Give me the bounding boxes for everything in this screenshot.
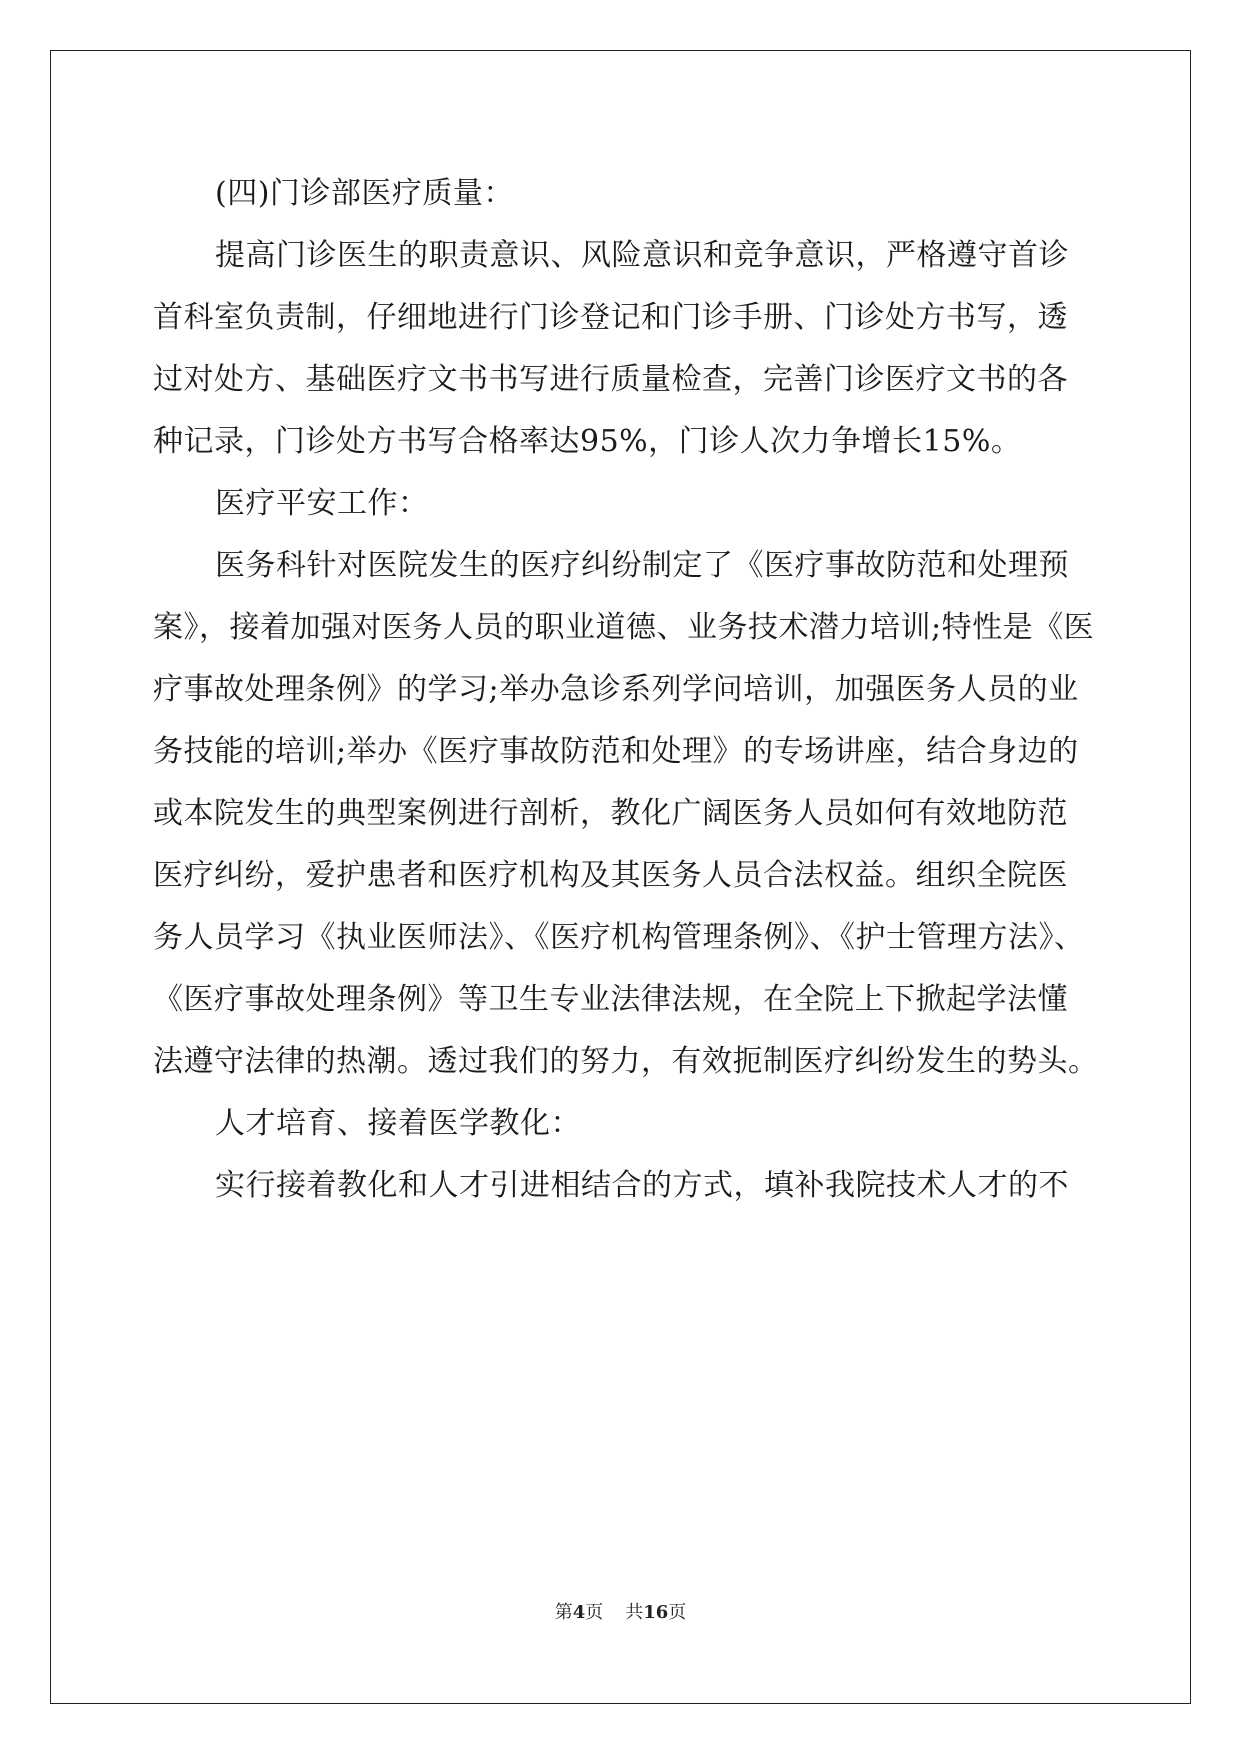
text-line: 或本院发生的典型案例进行剖析，教化广阔医务人员如何有效地防范 <box>153 796 1068 831</box>
footer-total-suffix: 页 <box>668 1602 687 1623</box>
text-line: 医务科针对医院发生的医疗纠纷制定了《医疗事故防范和处理预 <box>215 548 1069 583</box>
text-line: 疗事故处理条例》的学习;举办急诊系列学问培训，加强医务人员的业 <box>153 672 1079 707</box>
text-line: 《医疗事故处理条例》等卫生专业法律法规，在全院上下掀起学法懂 <box>153 982 1068 1017</box>
text-line: 务人员学习《执业医师法》、《医疗机构管理条例》、《护士管理方法》、 <box>153 920 1085 955</box>
text-line: 法遵守法律的热潮。透过我们的努力，有效扼制医疗纠纷发生的势头。 <box>153 1044 1099 1079</box>
text-line: 过对处方、基础医疗文书书写进行质量检查，完善门诊医疗文书的各 <box>153 362 1068 397</box>
footer-page-number: 4 <box>572 1602 586 1623</box>
footer-total-pages: 16 <box>643 1602 669 1623</box>
text-line: 种记录，门诊处方书写合格率达95%，门诊人次力争增长15%。 <box>153 424 1022 459</box>
page-footer <box>0 1601 1241 1625</box>
text-line: 医疗平安工作： <box>215 486 429 521</box>
text-line: (四)门诊部医疗质量： <box>215 176 514 211</box>
document-body <box>153 163 1099 1217</box>
text-line: 医疗纠纷，爱护患者和医疗机构及其医务人员合法权益。组织全院医 <box>153 858 1068 893</box>
text-line: 务技能的培训;举办《医疗事故防范和处理》的专场讲座，结合身边的 <box>153 734 1079 769</box>
text-line: 案》，接着加强对医务人员的职业道德、业务技术潜力培训;特性是《医 <box>153 610 1095 645</box>
footer-total-prefix: 共 <box>625 1602 644 1623</box>
footer-prefix: 第 <box>554 1602 573 1623</box>
text-line: 实行接着教化和人才引进相结合的方式，填补我院技术人才的不 <box>215 1168 1069 1203</box>
text-line: 人才培育、接着医学教化： <box>215 1106 581 1141</box>
text-line: 提高门诊医生的职责意识、风险意识和竞争意识，严格遵守首诊 <box>215 238 1069 273</box>
footer-page-suffix: 页 <box>585 1602 604 1623</box>
text-line: 首科室负责制，仔细地进行门诊登记和门诊手册、门诊处方书写，透 <box>153 300 1068 335</box>
